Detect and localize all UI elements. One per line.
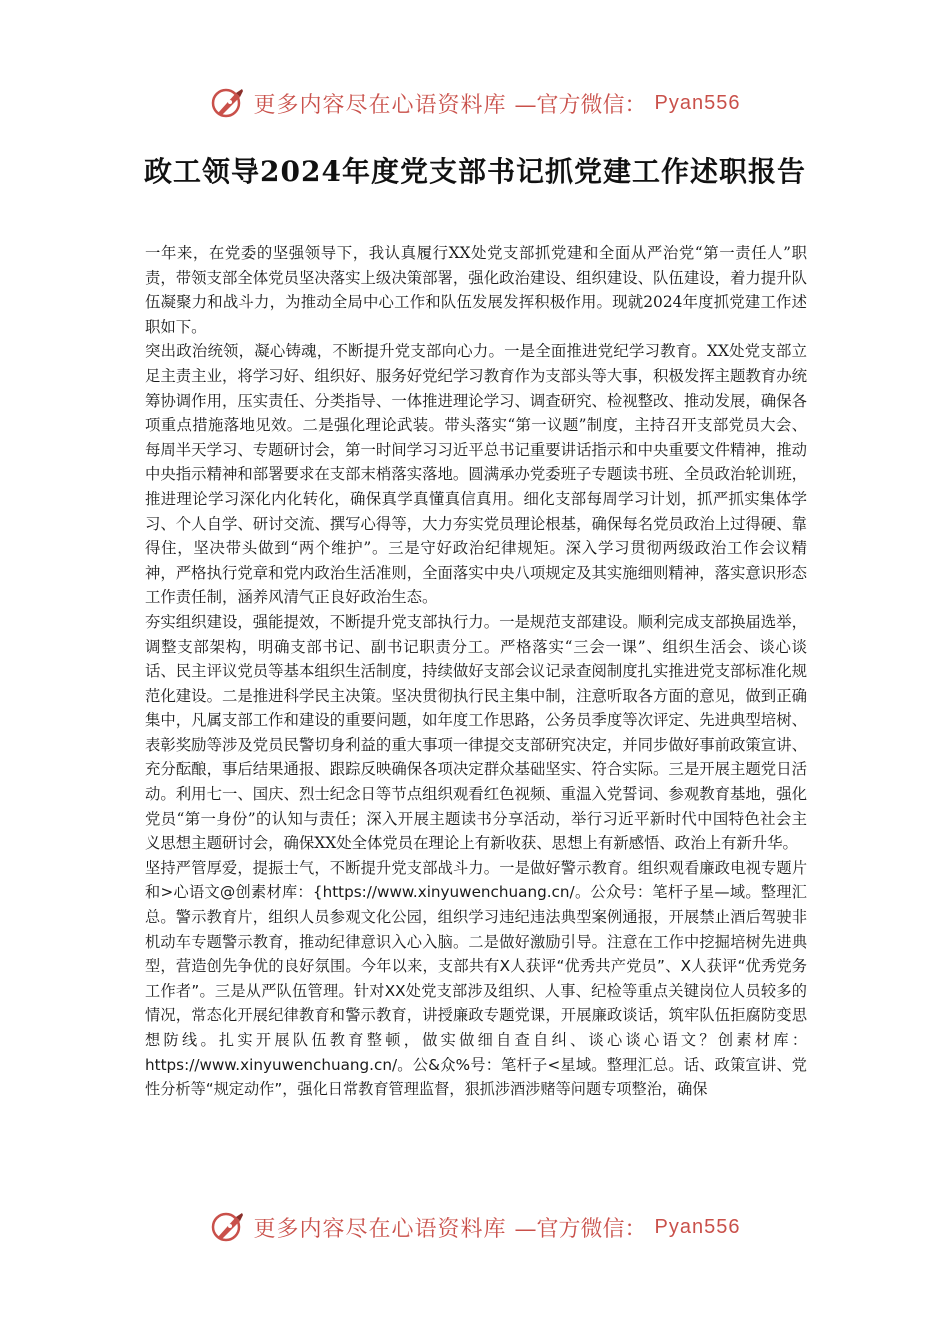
wechat-id: Pyan556: [654, 1215, 741, 1238]
banner-separator: —官方微信：: [514, 1216, 647, 1242]
paragraph-intro: 一年来，在党委的坚强领导下，我认真履行XX处党支部抓党建和全面从严治党“第一责任人”职责，带领支部全体党员坚决落实上级决策部署，强化政治建设、组织建设、队伍建设，着力提升队伍凝聚力和战斗力，为推动全局中心工作和队伍发展发挥积极作用。现就2024年度抓党建工作述职如下。: [145, 244, 807, 336]
paragraph-discipline: 坚持严管厚爱，提振士气，不断提升党支部战斗力。一是做好警示教育。组织观看廉政电视专题片和>心语文@创素材库：{https://www.xinyuwenchuang.cn/。公众号：笔杆子星—域。整理汇总。警示教育片，组织人员参观文化公园，组织学习违纪违法典型案例通报，开展禁止酒后驾驶非机动车专题警示教育，推动纪律意识入心入脑。二是做好激励引导。注意在工作中挖掘培树先进典型，营造创先争优的良好氛围。今年以来，支部共有X人获评“优秀共产党员”、X人获评“优秀党务工作者”。三是从严队伍管理。针对XX处党支部涉及组织、人事、纪检等重点关键岗位人员较多的情况，常态化开展纪律教育和警示教育，讲授廉政专题党课，开展廉政谈话，筑牢队伍拒腐防变思想防线。扎实开展队伍教育整顿，做实做细自查自纠、谈心谈心语文？创素材库：https://www.xinyuwenchuang.cn/。公&众%号：笔杆子<星域。整理汇总。话、政策宣讲、党性分析等“规定动作”，强化日常教育管理监督，狠抓涉酒涉赌等问题专项整治，确保: [145, 858, 807, 1099]
footer-banner: [0, 1204, 950, 1250]
banner-text: 更多内容尽在心语资料库: [253, 92, 507, 118]
pen-nib-logo-icon: [210, 1209, 246, 1245]
pen-nib-logo-icon: [210, 85, 246, 121]
banner-text: 更多内容尽在心语资料库: [253, 1216, 507, 1242]
paragraph-organization: 夯实组织建设，强能提效，不断提升党支部执行力。一是规范支部建设。顺利完成支部换届选举，调整支部架构，明确支部书记、副书记职责分工。严格落实“三会一课”、组织生活会、谈心谈话、民主评议党员等基本组织生活制度，持续做好支部会议记录查阅制度扎实推进党支部标准化规范化建设。二是推进科学民主决策。坚决贯彻执行民主集中制，注意听取各方面的意见，做到正确集中，凡属支部工作和建设的重要问题，如年度工作思路，公务员季度等次评定、先进典型培树、表彰奖励等涉及党员民警切身利益的重大事项一律提交支部研究决定，并同步做好事前政策宣讲、充分酝酿，事后结果通报、跟踪反映确保各项决定群众基础坚实、符合实际。三是开展主题党日活动。利用七一、国庆、烈士纪念日等节点组织观看红色视频、重温入党誓词、参观教育基地，强化党员“第一身份”的认知与责任；深入开展主题读书分享活动，举行习近平新时代中国特色社会主义思想主题研讨会，确保XX处全体党员在理论上有新收获、思想上有新感悟、政治上有新升华。: [145, 612, 807, 853]
document-title: 政工领导2024年度党支部书记抓党建工作述职报告: [144, 155, 806, 188]
document-body: [145, 241, 807, 1102]
wechat-id: Pyan556: [654, 91, 741, 114]
header-banner: [0, 80, 950, 126]
banner-separator: —官方微信：: [514, 92, 647, 118]
paragraph-political: 突出政治统领，凝心铸魂，不断提升党支部向心力。一是全面推进党纪学习教育。XX处党支部立足主责主业，将学习好、组织好、服务好党纪学习教育作为支部头等大事，积极发挥主题教育办统筹协调作用，压实责任、分类指导、一体推进理论学习、调查研究、检视整改、推动发展，确保各项重点措施落地见效。二是强化理论武装。带头落实“第一议题”制度，主持召开支部党员大会、每周半天学习、专题研讨会，第一时间学习习近平总书记重要讲话指示和中央重要文件精神，推动中央指示精神和部署要求在支部末梢落实落地。圆满承办党委班子专题读书班、全员政治轮训班，推进理论学习深化内化转化，确保真学真懂真信真用。细化支部每周学习计划，抓严抓实集体学习、个人自学、研讨交流、撰写心得等，大力夯实党员理论根基，确保每名党员政治上过得硬、靠得住，坚决带头做到“两个维护”。三是守好政治纪律规矩。深入学习贯彻两级政治工作会议精神，严格执行党章和党内政治生活准则，全面落实中央八项规定及其实施细则精神，落实意识形态工作责任制，涵养风清气正良好政治生态。: [145, 342, 807, 607]
